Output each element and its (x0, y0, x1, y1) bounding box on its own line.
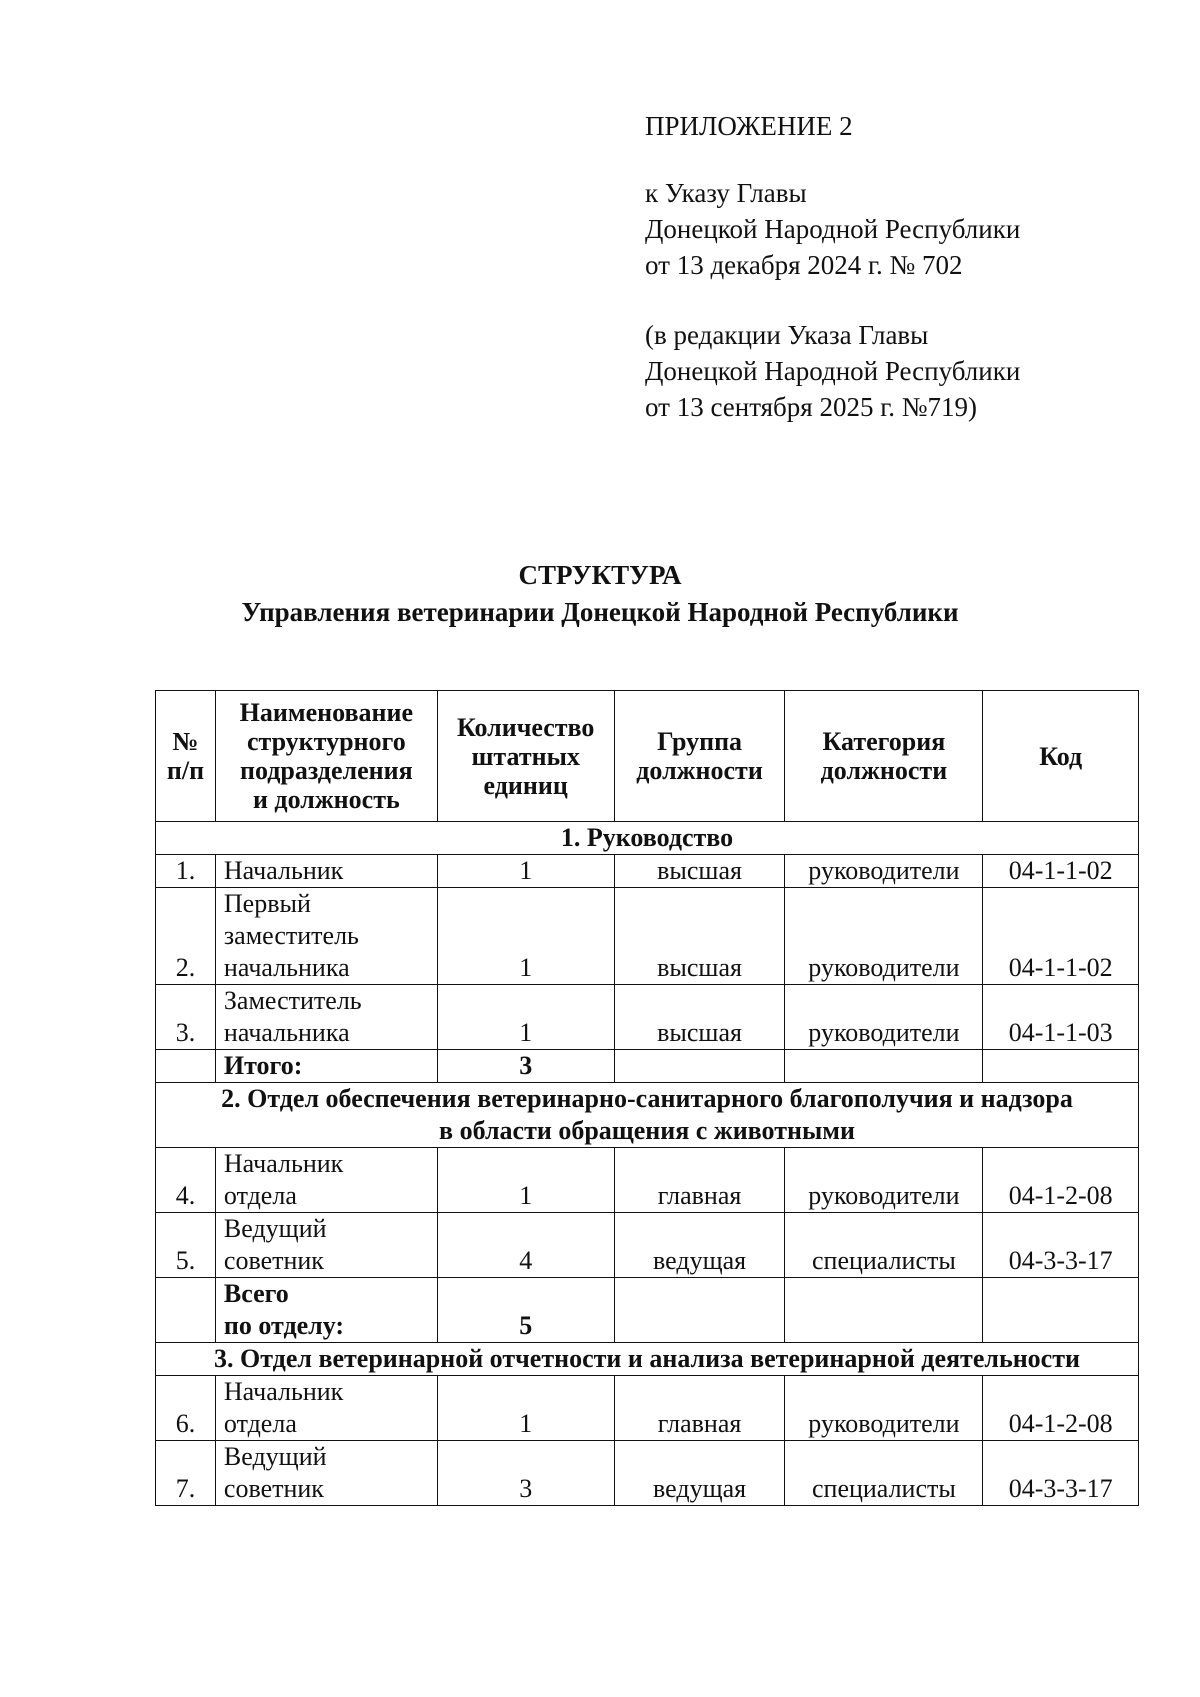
cell-code: 04-1-1-02 (983, 855, 1139, 888)
annex-edit-line: от 13 сентября 2025 г. №719) (645, 392, 977, 422)
cell-num: 1. (156, 855, 216, 888)
table-row (156, 1213, 1139, 1278)
header-num: № п/п (156, 691, 216, 822)
cell-category: руководители (785, 1148, 983, 1213)
cell-num: 4. (156, 1148, 216, 1213)
cell-code: 04-1-2-08 (983, 1376, 1139, 1441)
cell-group: ведущая (614, 1213, 785, 1278)
section-row (156, 822, 1139, 855)
cell-total-count: 3 (437, 1050, 614, 1083)
section-title: 1. Руководство (156, 822, 1139, 855)
cell-num (156, 1278, 216, 1343)
header-code: Код (983, 691, 1139, 822)
cell-empty (983, 1050, 1139, 1083)
document-title (0, 557, 1200, 631)
annex-edit-line: Донецкой Народной Республики (645, 356, 1021, 386)
annex-ref-line: Донецкой Народной Республики (645, 214, 1021, 244)
cell-category: специалисты (785, 1441, 983, 1506)
cell-group: главная (614, 1376, 785, 1441)
header-group: Группа должности (614, 691, 785, 822)
cell-group: высшая (614, 888, 785, 985)
table-header-row (156, 691, 1139, 822)
title-main: СТРУКТУРА (518, 560, 682, 590)
cell-num: 6. (156, 1376, 216, 1441)
cell-count: 1 (437, 1148, 614, 1213)
cell-empty (983, 1278, 1139, 1343)
section-row (156, 1083, 1139, 1148)
total-row (156, 1278, 1139, 1343)
cell-code: 04-1-2-08 (983, 1148, 1139, 1213)
annex-edit-line: (в редакции Указа Главы (645, 320, 929, 350)
cell-count: 1 (437, 1376, 614, 1441)
section-row (156, 1343, 1139, 1376)
cell-name: Начальник отдела (215, 1376, 437, 1441)
cell-num: 2. (156, 888, 216, 985)
cell-group: высшая (614, 985, 785, 1050)
cell-category: руководители (785, 985, 983, 1050)
cell-empty (614, 1278, 785, 1343)
cell-count: 4 (437, 1213, 614, 1278)
table-row (156, 1148, 1139, 1213)
section-title: 2. Отдел обеспечения ветеринарно-санитарного благополучия и надзора в области обращения с животными (156, 1083, 1139, 1148)
cell-name: Начальник отдела (215, 1148, 437, 1213)
structure-table (155, 690, 1139, 1506)
annex-block (645, 108, 1125, 425)
cell-num: 5. (156, 1213, 216, 1278)
cell-category: руководители (785, 855, 983, 888)
cell-count: 1 (437, 985, 614, 1050)
cell-empty (785, 1278, 983, 1343)
cell-name: Начальник (215, 855, 437, 888)
table-row (156, 1441, 1139, 1506)
cell-num: 7. (156, 1441, 216, 1506)
cell-empty (785, 1050, 983, 1083)
cell-num (156, 1050, 216, 1083)
cell-group: ведущая (614, 1441, 785, 1506)
cell-code: 04-1-1-02 (983, 888, 1139, 985)
cell-name: Заместитель начальника (215, 985, 437, 1050)
cell-total-label: Итого: (215, 1050, 437, 1083)
cell-name: Ведущий советник (215, 1213, 437, 1278)
cell-group: главная (614, 1148, 785, 1213)
cell-count: 3 (437, 1441, 614, 1506)
cell-total-count: 5 (437, 1278, 614, 1343)
annex-heading: ПРИЛОЖЕНИЕ 2 (645, 111, 853, 141)
header-category: Категория должности (785, 691, 983, 822)
cell-group: высшая (614, 855, 785, 888)
total-row (156, 1050, 1139, 1083)
table-row (156, 888, 1139, 985)
cell-count: 1 (437, 888, 614, 985)
cell-category: руководители (785, 888, 983, 985)
cell-code: 04-3-3-17 (983, 1213, 1139, 1278)
cell-name: Первый заместитель начальника (215, 888, 437, 985)
cell-category: руководители (785, 1376, 983, 1441)
title-sub: Управления ветеринарии Донецкой Народной Республики (241, 597, 959, 627)
section-title: 3. Отдел ветеринарной отчетности и анализа ветеринарной деятельности (156, 1343, 1139, 1376)
annex-ref-line: от 13 декабря 2024 г. № 702 (645, 250, 963, 280)
cell-code: 04-1-1-03 (983, 985, 1139, 1050)
header-count: Количество штатных единиц (437, 691, 614, 822)
table-row (156, 1376, 1139, 1441)
cell-num: 3. (156, 985, 216, 1050)
annex-ref-line: к Указу Главы (645, 178, 807, 208)
cell-count: 1 (437, 855, 614, 888)
cell-total-label: Всего по отделу: (215, 1278, 437, 1343)
cell-name: Ведущий советник (215, 1441, 437, 1506)
cell-code: 04-3-3-17 (983, 1441, 1139, 1506)
header-name: Наименование структурного подразделения и должность (215, 691, 437, 822)
cell-category: специалисты (785, 1213, 983, 1278)
table-row (156, 985, 1139, 1050)
table-row (156, 855, 1139, 888)
cell-empty (614, 1050, 785, 1083)
